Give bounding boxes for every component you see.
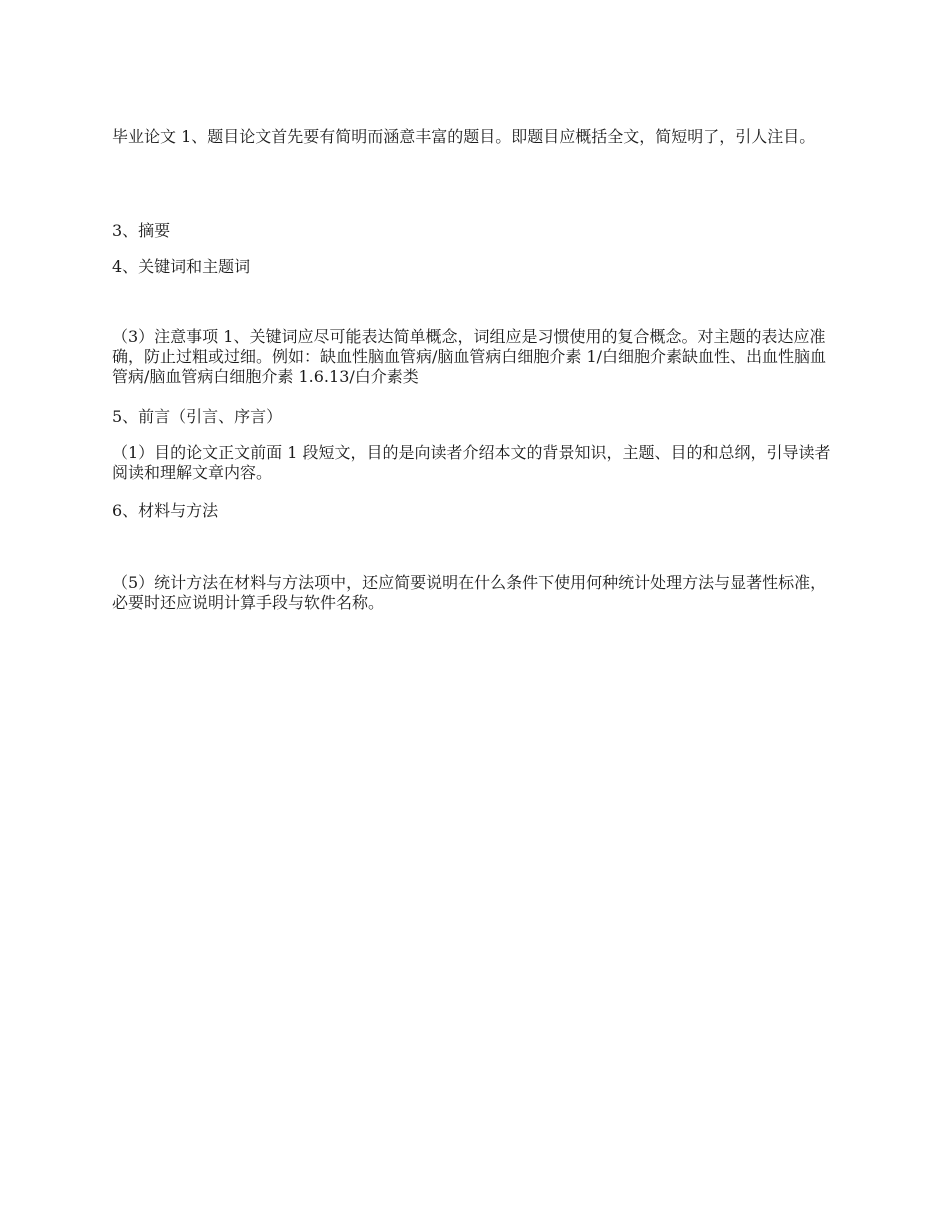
heading-preface: 5、前言（引言、序言） [112, 407, 283, 426]
heading-keywords: 4、关键词和主题词 [112, 257, 251, 276]
heading-abstract: 3、摘要 [112, 221, 171, 240]
paragraph-preface-purpose: （1）目的论文正文前面 1 段短文，目的是向读者介绍本文的背景知识，主题、目的和总纲，引导读者阅读和理解文章内容。 [112, 443, 831, 482]
paragraph-keyword-notes: （3）注意事项 1、关键词应尽可能表达简单概念，词组应是习惯使用的复合概念。对主题的表达应准确，防止过粗或过细。例如：缺血性脑血管病/脑血管病白细胞介素 1/白细胞介素缺血性、出血性脑血管病/脑血管病白细胞介素 1.6.13/白介素类 [112, 327, 827, 386]
heading-materials-methods: 6、材料与方法 [112, 501, 219, 520]
paragraph-statistics-methods: （5）统计方法在材料与方法项中，还应简要说明在什么条件下使用何种统计处理方法与显著性标准，必要时还应说明计算手段与软件名称。 [112, 573, 827, 612]
paragraph-title-intro: 毕业论文 1、题目论文首先要有简明而涵意丰富的题目。即题目应概括全文，简短明了，引人注目。 [112, 127, 816, 146]
